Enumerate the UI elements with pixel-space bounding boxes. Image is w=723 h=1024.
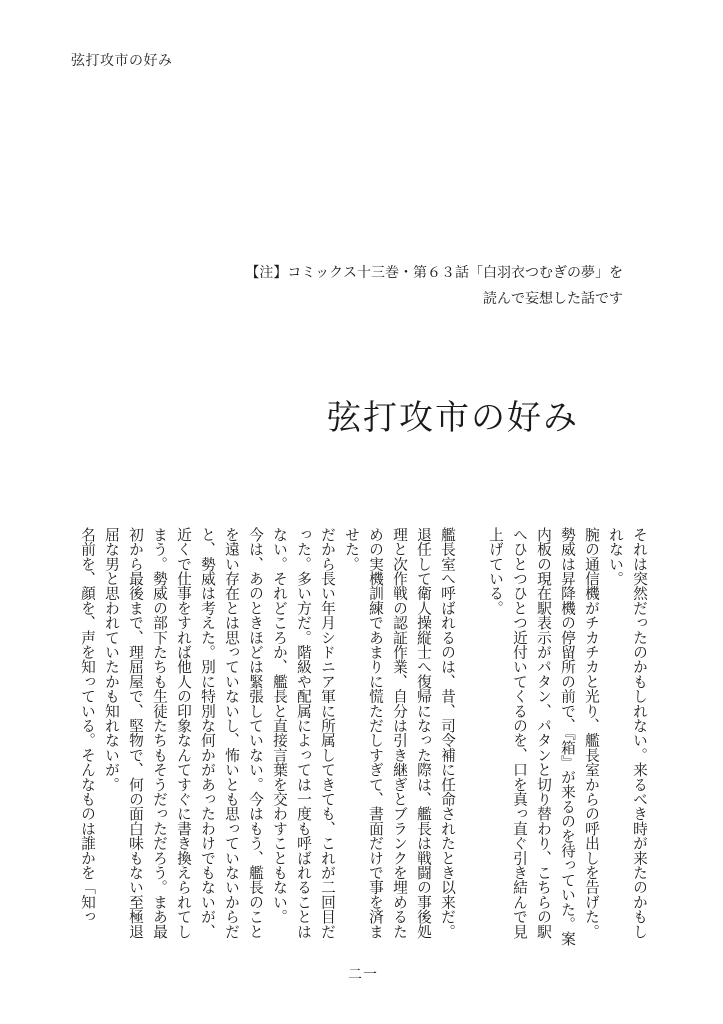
paragraph-5: だから長い年月シドニア軍に所属してきても、これが二回目だった。多い方だ。階級や配属によっては一度も呼ばれることはない。それどころか、艦長と直接言葉を交わすこともない。	[271, 527, 336, 939]
author-note-line-2: 読んで妄想した話です	[483, 291, 623, 307]
page-number: 二一	[348, 967, 378, 983]
author-note	[245, 260, 623, 312]
story-body	[76, 527, 651, 947]
paragraph-3: 勢威は昇降機の停留所の前で、『箱』が来るのを待っていた。案内板の現在駅表示がパタン、パタンと切り替わり、こちらの駅へひとつひとつ近付いてくるのを、口を真っ直ぐ引き結んで見上げている。	[487, 527, 576, 946]
story-title: 弦打攻市の好み	[327, 398, 579, 438]
paragraph-6: 今は、あのときほどは緊張していない。今はもう、艦長のことを遠い存在とは思っていないし、怖いとも思っていないからだと、勢威は考えた。別に特別な何かがあったわけでもないが、近くで仕事をすれば他人の印象なんてすぐに書き換えられてしまう。勢威の部下たちも生徒たちもそうだっただろう。まあ最初から最後まで、理屈屋で、堅物で、何の面白味もない至極退屈な男と思われていたかも知れないが。	[103, 527, 264, 939]
author-note-line-1: 【注】コミックス十三巻・第６３話「白羽衣つむぎの夢」を	[245, 265, 623, 281]
paragraph-1: それは突然だったのかもしれない。来るべき時が来たのかもしれない。	[607, 527, 648, 939]
paragraph-2: 腕の通信機がチカチカと光り、艦長室からの呼出しを告げた。	[583, 527, 600, 939]
paragraph-4: 艦長室へ呼ばれるのは、昔、司令補に任命されたとき以来だ。退任して衛人操縦士へ復帰になった際は、艦長は戦闘の事後処理と次作戦の認証作業、自分は引き継ぎとブランクを埋めるための実機訓練であまりに慌ただしすぎて、書面だけで事を済ませた。	[343, 527, 456, 939]
paragraph-7: 名前を、顔を、声を知っている。そんなものは誰かを「知っ	[79, 527, 96, 924]
running-header: 弦打攻市の好み	[71, 53, 173, 69]
